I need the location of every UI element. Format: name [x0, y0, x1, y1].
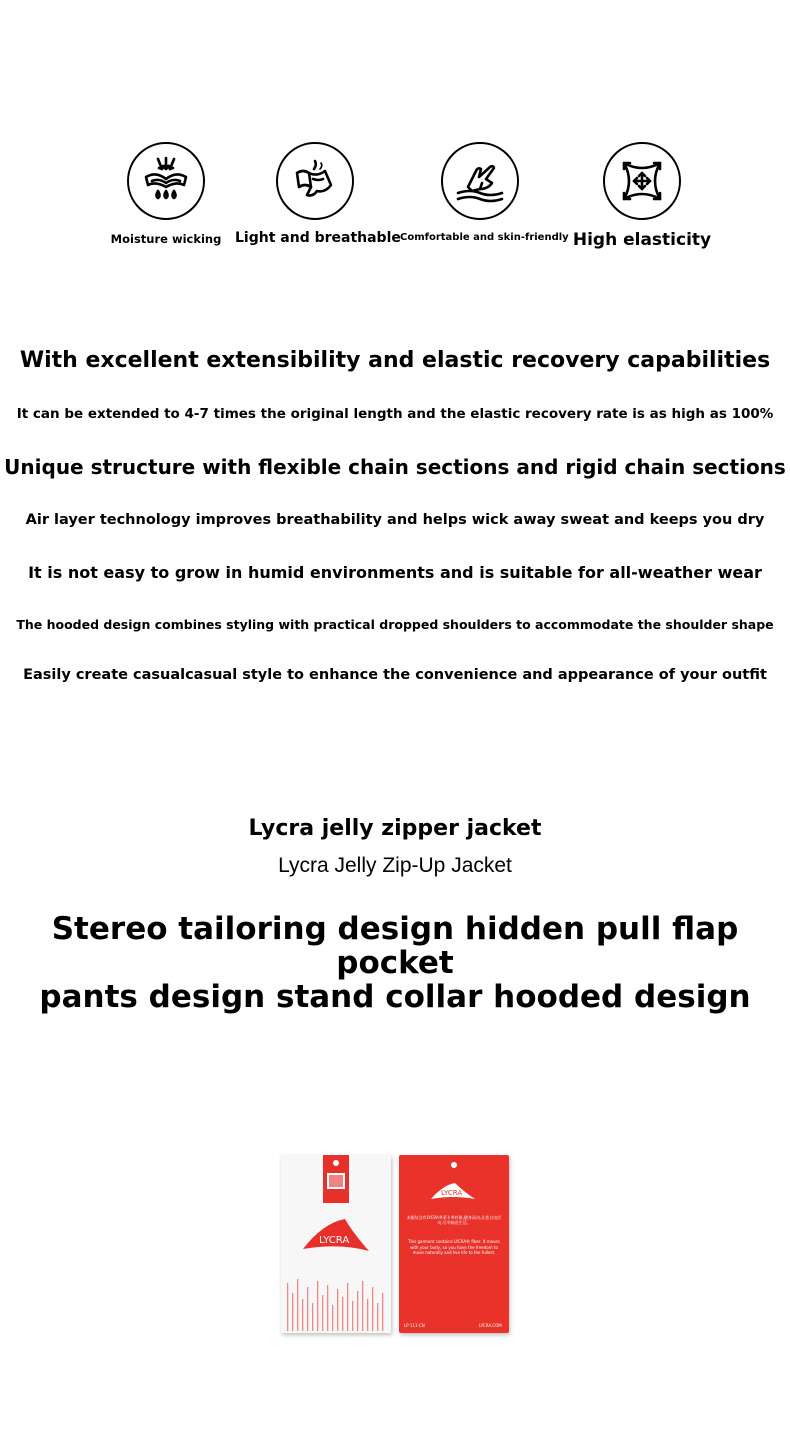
red-tag-cn-text: 本服装含有LYCRA®莱卡®纤维,随身而动,让您自由活动,尽享畅意生活。 [406, 1215, 502, 1225]
feature-light-breathable [235, 142, 401, 246]
description-line: Air layer technology improves breathability and helps wick away sweat and keeps you dry [25, 512, 765, 528]
red-tag-code: LP 111-CN [404, 1323, 425, 1328]
white-hangtag [281, 1155, 391, 1333]
red-hangtag [399, 1155, 509, 1333]
feature-label: Light and breathable [235, 230, 401, 246]
description-line: The hooded design combines styling with practical dropped shoulders to accommodate the shoulder shape [16, 617, 774, 632]
lycra-hangtags-image [279, 1153, 519, 1338]
description-line: It can be extended to 4-7 times the original length and the elastic recovery rate is as high as 100% [16, 406, 774, 422]
product-title: Lycra jelly zipper jacket [248, 816, 542, 841]
skin-friendly-icon [441, 142, 519, 220]
light-breathable-icon [276, 142, 354, 220]
description-heading-extensibility: With excellent extensibility and elastic recovery capabilities [19, 348, 771, 373]
product-headline [0, 912, 790, 1014]
feature-label: Comfortable and skin-friendly [400, 232, 569, 243]
feature-label: Moisture wicking [110, 232, 222, 246]
moisture-wicking-icon [127, 142, 205, 220]
description-line: Easily create casualcasual style to enhance the convenience and appearance of your outfit [23, 667, 767, 683]
feature-moisture-wicking [86, 142, 246, 246]
white-tag-brand: LYCRA [319, 1235, 350, 1246]
headline-line: Stereo tailoring design hidden pull flap pocket [51, 911, 739, 981]
red-tag-site: LYCRA.COM [479, 1323, 502, 1328]
feature-label: High elasticity [572, 230, 712, 250]
description-line: It is not easy to grow in humid environments and is suitable for all-weather wear [28, 563, 762, 582]
elasticity-icon [603, 142, 681, 220]
feature-high-elasticity [562, 142, 722, 250]
description-heading-structure: Unique structure with flexible chain sections and rigid chain sections [4, 455, 786, 479]
feature-icons-row [0, 142, 790, 262]
product-subtitle: Lycra Jelly Zip-Up Jacket [278, 854, 512, 877]
feature-skin-friendly [400, 142, 569, 243]
headline-line: pants design stand collar hooded design [39, 979, 751, 1015]
red-tag-brand: LYCRA [441, 1189, 463, 1197]
red-tag-en-text: This garment contains LYCRA® fiber. It moves with your body, so you have the freedom to move naturally and live life to the fullest. [408, 1239, 500, 1255]
